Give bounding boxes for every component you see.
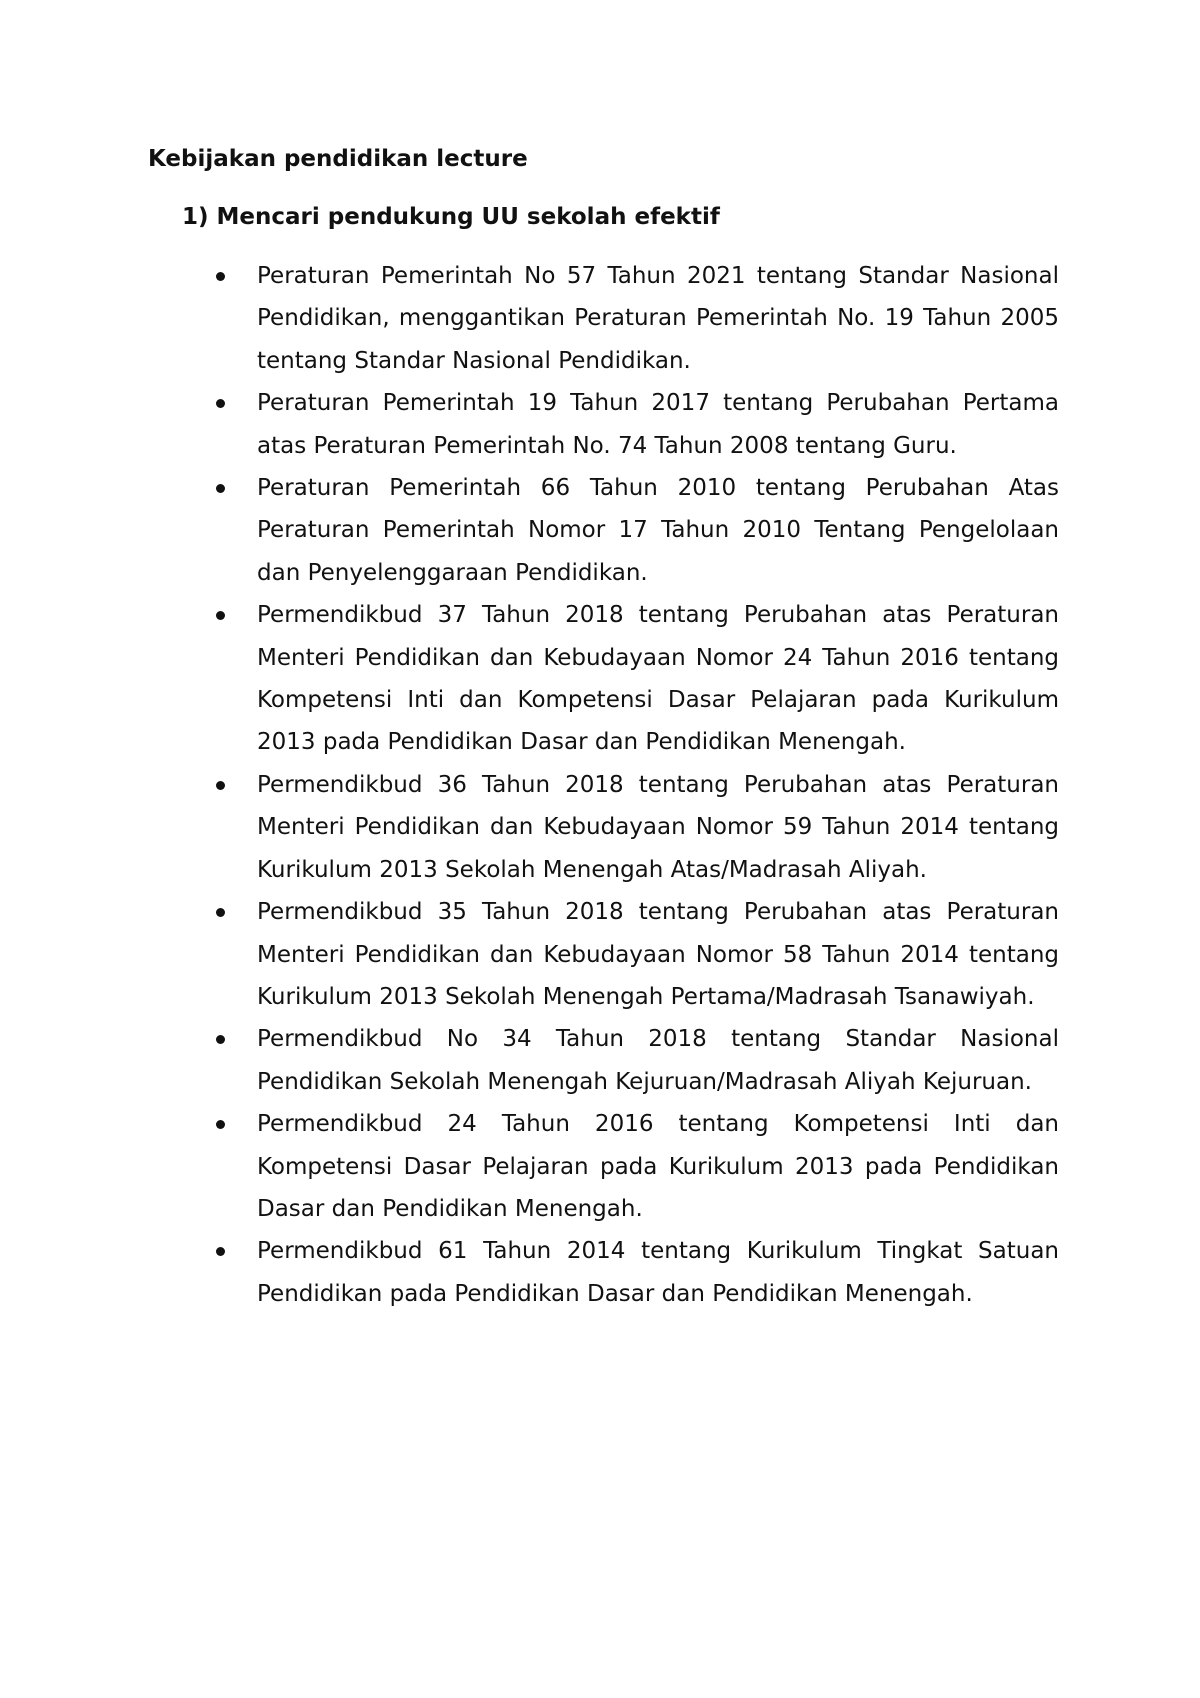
bullet-icon <box>216 272 225 281</box>
list-item-text: Permendikbud No 34 Tahun 2018 tentang Standar Nasional Pendidikan Sekolah Menengah Kejuruan/Madrasah Aliyah Kejuruan. <box>257 1026 1059 1095</box>
list-item-text: Peraturan Pemerintah No 57 Tahun 2021 tentang Standar Nasional Pendidikan, menggantikan Peraturan Pemerintah No. 19 Tahun 2005 tentang Standar Nasional Pendidikan. <box>257 263 1059 374</box>
list-item-text: Permendikbud 37 Tahun 2018 tentang Perubahan atas Peraturan Menteri Pendidikan dan Kebudayaan Nomor 24 Tahun 2016 tentang Kompetensi Inti dan Kompetensi Dasar Pelajaran pada Kurikulum 2013 pada Pendidikan Dasar dan Pendidikan Menengah. <box>257 602 1059 756</box>
bullet-icon <box>216 1247 225 1256</box>
bullet-icon <box>216 781 225 790</box>
regulation-list <box>0 255 1200 1315</box>
list-item-text: Permendikbud 61 Tahun 2014 tentang Kurikulum Tingkat Satuan Pendidikan pada Pendidikan Dasar dan Pendidikan Menengah. <box>257 1238 1059 1307</box>
list-item <box>0 891 1059 1018</box>
bullet-icon <box>216 399 225 408</box>
bullet-icon <box>216 908 225 917</box>
list-item <box>0 1103 1059 1230</box>
bullet-icon <box>216 611 225 620</box>
list-item <box>0 467 1059 594</box>
list-item-text: Peraturan Pemerintah 19 Tahun 2017 tentang Perubahan Pertama atas Peraturan Pemerintah No. 74 Tahun 2008 tentang Guru. <box>257 390 1059 459</box>
section-heading-text: Mencari pendukung UU sekolah efektif <box>216 204 720 230</box>
list-item <box>0 255 1059 382</box>
list-item <box>0 1230 1059 1315</box>
list-item <box>0 382 1059 467</box>
bullet-icon <box>216 484 225 493</box>
bullet-icon <box>216 1120 225 1129</box>
section-number: 1) <box>182 204 209 230</box>
document-title: Kebijakan pendidikan lecture <box>148 146 528 172</box>
list-item <box>0 764 1059 891</box>
bullet-icon <box>216 1035 225 1044</box>
list-item-text: Peraturan Pemerintah 66 Tahun 2010 tentang Perubahan Atas Peraturan Pemerintah Nomor 17 Tahun 2010 Tentang Pengelolaan dan Penyelenggaraan Pendidikan. <box>257 475 1059 586</box>
list-item <box>0 594 1059 764</box>
list-item-text: Permendikbud 36 Tahun 2018 tentang Perubahan atas Peraturan Menteri Pendidikan dan Kebudayaan Nomor 59 Tahun 2014 tentang Kurikulum 2013 Sekolah Menengah Atas/Madrasah Aliyah. <box>257 771 1059 883</box>
section-heading <box>182 199 720 235</box>
list-item <box>0 1018 1059 1103</box>
list-item-text: Permendikbud 35 Tahun 2018 tentang Perubahan atas Peraturan Menteri Pendidikan dan Kebudayaan Nomor 58 Tahun 2014 tentang Kurikulum 2013 Sekolah Menengah Pertama/Madrasah Tsanawiyah. <box>257 899 1059 1010</box>
list-item-text: Permendikbud 24 Tahun 2016 tentang Kompetensi Inti dan Kompetensi Dasar Pelajaran pada Kurikulum 2013 pada Pendidikan Dasar dan Pendidikan Menengah. <box>257 1111 1059 1222</box>
